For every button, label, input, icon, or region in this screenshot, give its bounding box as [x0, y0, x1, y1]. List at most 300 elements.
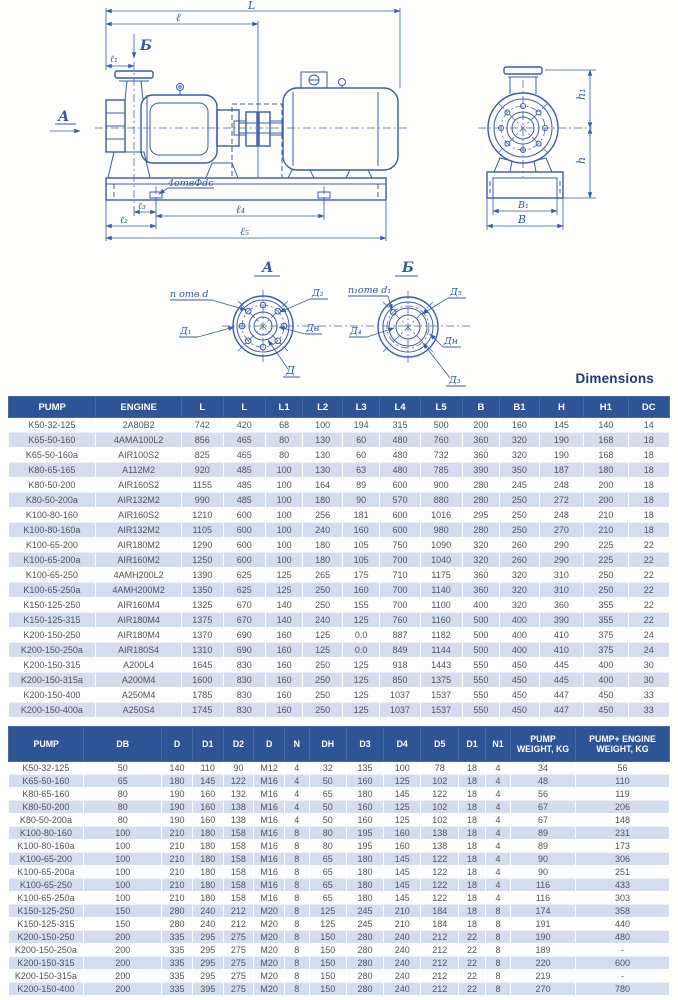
table-cell: AIR180M4 [96, 628, 181, 643]
table-cell: 50 [309, 801, 347, 814]
table-cell: 240 [383, 957, 421, 970]
table-cell: 250 [303, 688, 342, 703]
flange-a-dim-D: Д [286, 364, 295, 377]
table-cell: 750 [380, 538, 420, 553]
table-cell: AIR180M2 [96, 538, 181, 553]
flange-b-holes-note: п₁отв d₁ [348, 285, 392, 296]
table-cell: 210 [584, 523, 628, 538]
table-cell: 210 [584, 508, 628, 523]
table-cell: 850 [380, 673, 420, 688]
table-cell: 433 [575, 879, 669, 892]
table-cell: 89 [511, 827, 576, 840]
table-cell: 310 [539, 568, 583, 583]
table-cell: 1370 [181, 628, 223, 643]
table-cell: 122 [421, 853, 459, 866]
table-cell: 1537 [420, 688, 462, 703]
table-cell: 65 [309, 866, 347, 879]
table-cell: 8 [485, 957, 510, 970]
table-cell: 8 [485, 944, 510, 957]
table-cell: 4 [285, 775, 310, 788]
table-cell: 785 [420, 463, 462, 478]
table-cell: 18 [459, 788, 486, 801]
table-cell: 1140 [420, 583, 462, 598]
table-cell: 450 [500, 703, 539, 718]
table-cell: 100 [265, 478, 303, 493]
table-cell: 200 [584, 493, 628, 508]
flange-b-dim-D5: Д₅ [450, 287, 462, 298]
table-cell: 210 [162, 827, 193, 840]
table-cell: 160 [383, 827, 421, 840]
table-row [9, 418, 670, 433]
table-cell: 210 [383, 918, 421, 931]
table-cell: 184 [421, 918, 459, 931]
table-cell: 150 [309, 931, 347, 944]
table-row [9, 827, 670, 840]
table-cell: 34 [511, 762, 576, 775]
table-cell: 335 [162, 931, 193, 944]
table-cell: M16 [254, 814, 285, 827]
table-cell: K200-150-250 [9, 628, 96, 643]
table-cell: 4 [485, 840, 510, 853]
column-header: N [285, 727, 310, 762]
table-cell: 125 [342, 613, 380, 628]
table-cell: 210 [162, 840, 193, 853]
table-cell: 295 [192, 970, 223, 983]
table-cell: 360 [462, 583, 500, 598]
column-header: PUMP [9, 727, 84, 762]
table-cell: 600 [223, 538, 265, 553]
table-cell: 18 [459, 892, 486, 905]
table-cell: 150 [84, 905, 162, 918]
table-cell: 30 [628, 673, 669, 688]
table-cell: 360 [462, 568, 500, 583]
table-cell: 272 [539, 493, 583, 508]
table-cell: 231 [575, 827, 669, 840]
table-cell: 210 [162, 879, 193, 892]
column-header: N1 [485, 727, 510, 762]
flange-a-holes-note: п отв d [170, 289, 209, 300]
table-cell: 1175 [420, 568, 462, 583]
table-cell: 390 [462, 463, 500, 478]
table-cell: 320 [500, 598, 539, 613]
table-cell: 100 [265, 493, 303, 508]
table-cell: 158 [223, 892, 254, 905]
column-header: D4 [383, 727, 421, 762]
dim-label-l3: ℓ₃ [138, 201, 146, 212]
table-cell: A250S4 [96, 703, 181, 718]
table-cell: K80-50-200a [9, 493, 96, 508]
table-cell: K100-65-250a [9, 583, 96, 598]
table-row [9, 814, 670, 827]
table-cell: 440 [575, 918, 669, 931]
table-cell: 295 [192, 931, 223, 944]
table-cell: 485 [223, 493, 265, 508]
table-cell: 18 [628, 448, 669, 463]
table-cell: K80-50-200 [9, 801, 84, 814]
table-cell: 1375 [420, 673, 462, 688]
table-cell: 225 [584, 553, 628, 568]
table-cell: 100 [265, 523, 303, 538]
table-cell: 22 [459, 970, 486, 983]
table-cell: AIR160M2 [96, 553, 181, 568]
table-cell: 447 [539, 703, 583, 718]
table-cell: 355 [584, 613, 628, 628]
table-cell: 320 [500, 448, 539, 463]
table-cell: 480 [380, 463, 420, 478]
table-cell: 1310 [181, 643, 223, 658]
table-cell: 200 [84, 957, 162, 970]
table-cell: 550 [462, 703, 500, 718]
table-cell: 130 [303, 448, 342, 463]
flange-a-title: А [262, 260, 274, 276]
table-cell: 8 [285, 853, 310, 866]
table-cell: 8 [285, 931, 310, 944]
table-cell: 918 [380, 658, 420, 673]
table-cell: - [575, 944, 669, 957]
table-cell: 22 [459, 944, 486, 957]
table-cell: 160 [265, 703, 303, 718]
table-cell: 250 [584, 583, 628, 598]
column-header: DC [628, 397, 669, 418]
dim-label-l4: ℓ₄ [236, 203, 245, 216]
table-cell: 22 [459, 957, 486, 970]
table-cell: 1160 [420, 613, 462, 628]
table-cell: 4AMH200M2 [96, 583, 181, 598]
table-cell: 160 [192, 801, 223, 814]
table-cell: 4 [485, 775, 510, 788]
table-row [9, 944, 670, 957]
table-cell: 570 [380, 493, 420, 508]
table-cell: 200 [84, 970, 162, 983]
table-cell: 690 [223, 643, 265, 658]
table-cell: 150 [309, 983, 347, 996]
table-cell: 180 [192, 892, 223, 905]
table-cell: 150 [84, 918, 162, 931]
table-cell: 275 [223, 983, 254, 996]
column-header: D2 [223, 727, 254, 762]
table-cell: 24 [628, 643, 669, 658]
table-cell: M16 [254, 775, 285, 788]
table-cell: 210 [162, 866, 193, 879]
table-cell: 500 [462, 628, 500, 643]
table-row [9, 643, 670, 658]
table-cell: 190 [162, 801, 193, 814]
table-cell: 400 [500, 613, 539, 628]
table-cell: 100 [84, 827, 162, 840]
table-cell: 550 [462, 688, 500, 703]
table-cell: 158 [223, 853, 254, 866]
table-cell: 190 [162, 788, 193, 801]
table-cell: 275 [223, 944, 254, 957]
table-cell: 700 [380, 598, 420, 613]
table-cell: 240 [383, 983, 421, 996]
table-cell: 24 [628, 628, 669, 643]
table-row [9, 853, 670, 866]
table-cell: 4 [285, 801, 310, 814]
table-cell: 125 [309, 905, 347, 918]
table-cell: 190 [162, 814, 193, 827]
table-cell: AIR160S2 [96, 478, 181, 493]
table-cell: 212 [223, 905, 254, 918]
table-cell: 18 [628, 433, 669, 448]
table-cell: 200 [84, 931, 162, 944]
table-cell: 1016 [420, 508, 462, 523]
table-cell: 122 [421, 879, 459, 892]
table-cell: 180 [303, 538, 342, 553]
table-cell: 4 [485, 827, 510, 840]
table-cell: 245 [500, 478, 539, 493]
table-cell: 22 [459, 983, 486, 996]
table-cell: 102 [421, 775, 459, 788]
table-cell: 700 [380, 553, 420, 568]
table-cell: 270 [539, 523, 583, 538]
table-cell: 116 [511, 879, 576, 892]
table-cell: 18 [628, 478, 669, 493]
table-cell: 1390 [181, 568, 223, 583]
table-cell: 212 [421, 983, 459, 996]
table-cell: 849 [380, 643, 420, 658]
table-cell: 410 [539, 643, 583, 658]
table-cell: 80 [84, 788, 162, 801]
table-cell: 56 [575, 762, 669, 775]
table-cell: 160 [192, 814, 223, 827]
table-cell: 240 [383, 931, 421, 944]
table-cell: 355 [584, 598, 628, 613]
table-cell: 400 [500, 628, 539, 643]
table-cell: 360 [462, 433, 500, 448]
column-header: PUMP+ ENGINE WEIGHT, KG [575, 727, 669, 762]
table-cell: 50 [309, 814, 347, 827]
table-cell: K65-50-160 [9, 433, 96, 448]
column-header: H [539, 397, 583, 418]
table-cell: 8 [485, 983, 510, 996]
table-cell: 710 [380, 568, 420, 583]
header-row [9, 397, 670, 418]
table-cell: K100-65-200 [9, 538, 96, 553]
table-cell: 100 [84, 840, 162, 853]
table-cell: 4 [485, 801, 510, 814]
table-cell: 360 [539, 598, 583, 613]
table-cell: 194 [342, 418, 380, 433]
table-cell: 80 [84, 814, 162, 827]
table-cell: 4 [485, 879, 510, 892]
table-cell: K65-50-160 [9, 775, 84, 788]
table-cell: 125 [342, 688, 380, 703]
table-cell: 465 [223, 433, 265, 448]
table-cell: 180 [347, 879, 384, 892]
table-cell: 65 [309, 879, 347, 892]
table-cell: 1645 [181, 658, 223, 673]
table-cell: 8 [485, 970, 510, 983]
table-cell: 187 [539, 463, 583, 478]
table-cell: 100 [84, 853, 162, 866]
table-cell: K200-150-315 [9, 658, 96, 673]
table-cell: 125 [265, 568, 303, 583]
table-cell: M16 [254, 879, 285, 892]
table-row [9, 957, 670, 970]
dim-label-l5: ℓ₅ [240, 225, 249, 238]
table-cell: 125 [265, 583, 303, 598]
dim-label-l2: ℓ₂ [120, 215, 128, 226]
table-cell: 48 [511, 775, 576, 788]
table-cell: 240 [303, 523, 342, 538]
dim-label-B1: B₁ [518, 200, 529, 211]
table-cell: 335 [162, 957, 193, 970]
view-b-arrow-label: Б [140, 38, 152, 54]
table-cell: 250 [303, 583, 342, 598]
table-cell: 375 [584, 628, 628, 643]
table-cell: 600 [223, 523, 265, 538]
table-cell: 600 [223, 553, 265, 568]
table-row [9, 688, 670, 703]
table-cell: 1090 [420, 538, 462, 553]
table-cell: 260 [500, 553, 539, 568]
table-cell: K100-65-250 [9, 568, 96, 583]
table-cell: 125 [342, 673, 380, 688]
table-cell: 450 [500, 658, 539, 673]
table-cell: K200-150-315 [9, 957, 84, 970]
table-cell: 8 [285, 957, 310, 970]
table-cell: 600 [380, 508, 420, 523]
view-a-arrow-label: А [58, 109, 70, 125]
column-header: L1 [265, 397, 303, 418]
table-cell: 14 [628, 418, 669, 433]
table-cell: 89 [342, 478, 380, 493]
table-cell: K100-65-200 [9, 853, 84, 866]
table-cell: 760 [420, 433, 462, 448]
table-cell: 158 [223, 866, 254, 879]
flange-a-dim-D2: Д₂ [312, 288, 324, 299]
table-cell: 148 [575, 814, 669, 827]
table-cell: 50 [309, 775, 347, 788]
pump-technical-drawing [0, 0, 678, 394]
table-cell: 160 [342, 523, 380, 538]
table-cell: 180 [192, 879, 223, 892]
table-cell: 90 [511, 866, 576, 879]
table-cell: 280 [162, 918, 193, 931]
table-cell: 18 [459, 775, 486, 788]
table-cell: 18 [628, 463, 669, 478]
table-cell: K50-32-125 [9, 762, 84, 775]
table-cell: 22 [628, 553, 669, 568]
dim-label-l1: ℓ₁ [110, 54, 118, 65]
column-header: L [223, 397, 265, 418]
table-row [9, 905, 670, 918]
table-cell: 8 [285, 866, 310, 879]
table-cell: 67 [511, 814, 576, 827]
table-cell: 240 [192, 918, 223, 931]
table-cell: M16 [254, 801, 285, 814]
table-cell: 180 [162, 775, 193, 788]
column-header: L5 [420, 397, 462, 418]
table-cell: M12 [254, 762, 285, 775]
table-cell: 212 [421, 931, 459, 944]
flange-a-dim-D1: Д₁ [180, 326, 192, 337]
table-cell: 80 [265, 448, 303, 463]
table-row [9, 478, 670, 493]
table-cell: 8 [285, 983, 310, 996]
table-cell: - [575, 970, 669, 983]
table-cell: 0.0 [342, 628, 380, 643]
table-cell: 122 [421, 866, 459, 879]
column-header: ENGINE [96, 397, 181, 418]
table-cell: 145 [192, 775, 223, 788]
table-cell: M20 [254, 905, 285, 918]
table-cell: 245 [347, 918, 384, 931]
table-cell: 485 [223, 463, 265, 478]
table-cell: K200-150-250 [9, 931, 84, 944]
table-cell: 138 [223, 801, 254, 814]
table-cell: 1040 [420, 553, 462, 568]
table-cell: 250 [303, 598, 342, 613]
table-row [9, 433, 670, 448]
table-row [9, 523, 670, 538]
table-cell: 275 [223, 957, 254, 970]
table-cell: 200 [84, 983, 162, 996]
table-cell: 830 [223, 688, 265, 703]
table-cell: 90 [342, 493, 380, 508]
table-cell: 4 [485, 788, 510, 801]
table-row [9, 879, 670, 892]
table-cell: 125 [383, 801, 421, 814]
table-cell: K150-125-315 [9, 918, 84, 931]
table-cell: 8 [485, 905, 510, 918]
table-cell: 200 [584, 478, 628, 493]
table-cell: 22 [628, 613, 669, 628]
table-cell: 4 [485, 866, 510, 879]
table-cell: 122 [421, 892, 459, 905]
table-cell: 119 [575, 788, 669, 801]
table-cell: 320 [462, 553, 500, 568]
table-row [9, 775, 670, 788]
table-cell: 880 [420, 493, 462, 508]
table-cell: 1537 [420, 703, 462, 718]
table-cell: 900 [420, 478, 462, 493]
table-cell: 138 [223, 814, 254, 827]
table-cell: 1785 [181, 688, 223, 703]
table-cell: 80 [84, 801, 162, 814]
table-cell: K50-32-125 [9, 418, 96, 433]
table-cell: 212 [223, 918, 254, 931]
table-cell: 400 [584, 658, 628, 673]
table-cell: 4 [285, 788, 310, 801]
table-cell: M20 [254, 957, 285, 970]
flange-b-title: Б [402, 260, 414, 276]
table-cell: 445 [539, 658, 583, 673]
table-cell: 160 [265, 688, 303, 703]
table-cell: K65-50-160a [9, 448, 96, 463]
flange-b-dim-D3: Д₃ [449, 375, 461, 386]
table-cell: 980 [420, 523, 462, 538]
table-cell: 450 [584, 703, 628, 718]
table-cell: 920 [181, 463, 223, 478]
table-cell: 195 [347, 827, 384, 840]
table-cell: 670 [223, 613, 265, 628]
table-cell: 140 [265, 613, 303, 628]
table-cell: 350 [500, 463, 539, 478]
table-cell: 89 [511, 840, 576, 853]
table-cell: 280 [462, 493, 500, 508]
table-row [9, 628, 670, 643]
table-cell: 122 [421, 788, 459, 801]
column-header: B [462, 397, 500, 418]
table-cell: 450 [584, 688, 628, 703]
table-cell: M16 [254, 840, 285, 853]
table-cell: 825 [181, 448, 223, 463]
base-holes-note: 4отвФdc [168, 178, 214, 189]
table-cell: K200-150-400 [9, 983, 84, 996]
table-cell: 181 [342, 508, 380, 523]
